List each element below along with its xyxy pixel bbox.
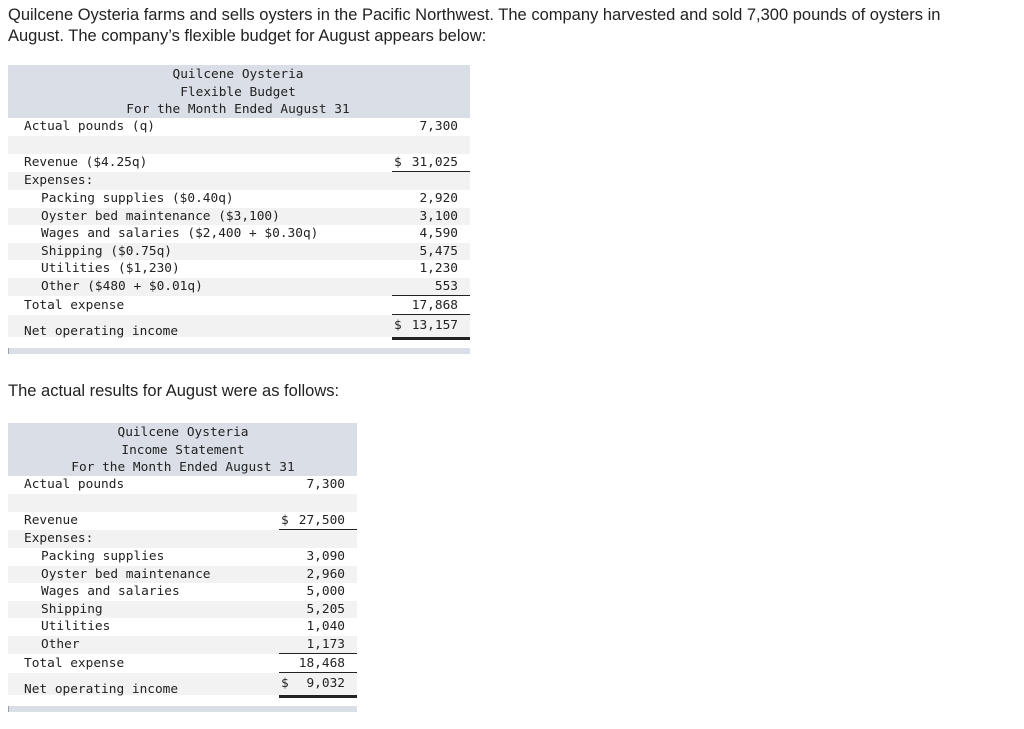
noi-dollar-sign: $ [394, 318, 402, 333]
actual-pounds-row [8, 476, 357, 494]
actual-pounds-label: Actual pounds (q) [24, 119, 155, 134]
expense-item-value: 2,960 [306, 566, 345, 582]
expense-item-label: Shipping ($0.75q) [41, 243, 172, 259]
noi-value: 9,032 [306, 676, 345, 691]
report-period: For the Month Ended August 31 [126, 102, 350, 117]
expense-item-value: 1,173 [306, 637, 345, 652]
expense-item-label: Packing supplies ($0.40q) [41, 191, 234, 206]
expense-item-label: Shipping [41, 601, 103, 617]
revenue-dollar-sign: $ [394, 155, 402, 170]
expense-item-value: 1,230 [419, 261, 458, 276]
revenue-label: Revenue ($4.25q) [24, 155, 148, 170]
spacer-row [8, 494, 357, 512]
expense-item-row [8, 636, 357, 654]
income-statement-table [8, 423, 357, 715]
expense-item-row [8, 618, 357, 636]
expense-item-row [8, 548, 357, 566]
expense-item-row [8, 601, 357, 619]
expense-item-value: 5,000 [306, 584, 345, 599]
expense-item-row [8, 566, 357, 584]
expense-item-row [8, 225, 470, 243]
noi-value: 13,157 [411, 318, 458, 333]
revenue-dollar-sign: $ [281, 513, 289, 528]
actual-pounds-label: Actual pounds [24, 477, 125, 492]
expense-item-value: 5,205 [306, 601, 345, 617]
intro-line-1: Quilcene Oysteria farms and sells oysters in the Pacific Northwest. The company harvested and sold 7,300 pounds of oysters in [8, 6, 941, 24]
expense-item-label: Oyster bed maintenance ($3,100) [41, 208, 280, 224]
revenue-value: 31,025 [411, 155, 458, 170]
expense-item-row [8, 243, 470, 261]
spacer-row [8, 136, 470, 154]
expense-item-label: Wages and salaries ($2,400 + $0.30q) [41, 226, 319, 241]
revenue-row [8, 154, 470, 172]
revenue-label: Revenue [24, 513, 78, 528]
report-title: Flexible Budget [180, 84, 296, 100]
noi-label-row [8, 323, 378, 341]
expense-item-row [8, 278, 470, 296]
report-period: For the Month Ended August 31 [71, 460, 295, 475]
intro-line-2: August. The company’s flexible budget for August appears below: [8, 27, 487, 45]
report-title: Income Statement [121, 442, 245, 458]
expense-item-value: 5,475 [419, 243, 458, 259]
noi-label: Net operating income [24, 682, 179, 697]
total-expense-row [8, 297, 470, 315]
noi-dollar-sign: $ [281, 676, 289, 691]
intro-paragraph [8, 5, 940, 47]
expenses-label: Expenses: [24, 531, 94, 546]
company-name: Quilcene Oysteria [117, 425, 249, 440]
total-expense-row [8, 655, 357, 673]
expense-item-value: 3,090 [306, 549, 345, 564]
revenue-value: 27,500 [298, 513, 345, 528]
noi-label: Net operating income [24, 324, 179, 339]
total-expense-label: Total expense [24, 655, 125, 671]
expense-item-label: Oyster bed maintenance [41, 566, 211, 582]
expense-item-label: Packing supplies [41, 549, 165, 564]
expenses-row [8, 530, 357, 548]
expense-item-label: Other ($480 + $0.01q) [41, 279, 203, 294]
expense-item-value: 2,920 [419, 191, 458, 206]
expense-item-row [8, 190, 470, 208]
table-footer [8, 706, 357, 712]
expense-item-row [8, 260, 470, 278]
noi-double-underline [392, 337, 470, 340]
noi-label-row [8, 681, 268, 699]
transition-paragraph [8, 381, 339, 402]
expenses-row [8, 172, 470, 190]
actual-pounds-row [8, 118, 470, 136]
total-expense-label: Total expense [24, 297, 125, 313]
table-footer [8, 348, 470, 354]
expense-item-row [8, 208, 470, 226]
expense-item-label: Utilities ($1,230) [41, 261, 180, 276]
expense-item-label: Wages and salaries [41, 584, 180, 599]
company-name: Quilcene Oysteria [172, 67, 304, 82]
expenses-label: Expenses: [24, 173, 94, 188]
expense-item-label: Utilities [41, 619, 111, 634]
expense-item-value: 553 [434, 279, 458, 294]
actual-pounds-value: 7,300 [306, 477, 345, 492]
total-expense-value: 17,868 [411, 297, 458, 313]
noi-double-underline [279, 695, 357, 698]
expense-item-value: 3,100 [419, 208, 458, 224]
expense-item-label: Other [41, 637, 80, 652]
expense-item-value: 1,040 [306, 619, 345, 634]
revenue-row [8, 512, 357, 530]
total-expense-value: 18,468 [298, 655, 345, 671]
expense-item-value: 4,590 [419, 226, 458, 241]
expense-item-row [8, 583, 357, 601]
actual-pounds-value: 7,300 [419, 119, 458, 134]
flexible-budget-table [8, 65, 470, 357]
transition-text: The actual results for August were as follows: [8, 382, 340, 400]
